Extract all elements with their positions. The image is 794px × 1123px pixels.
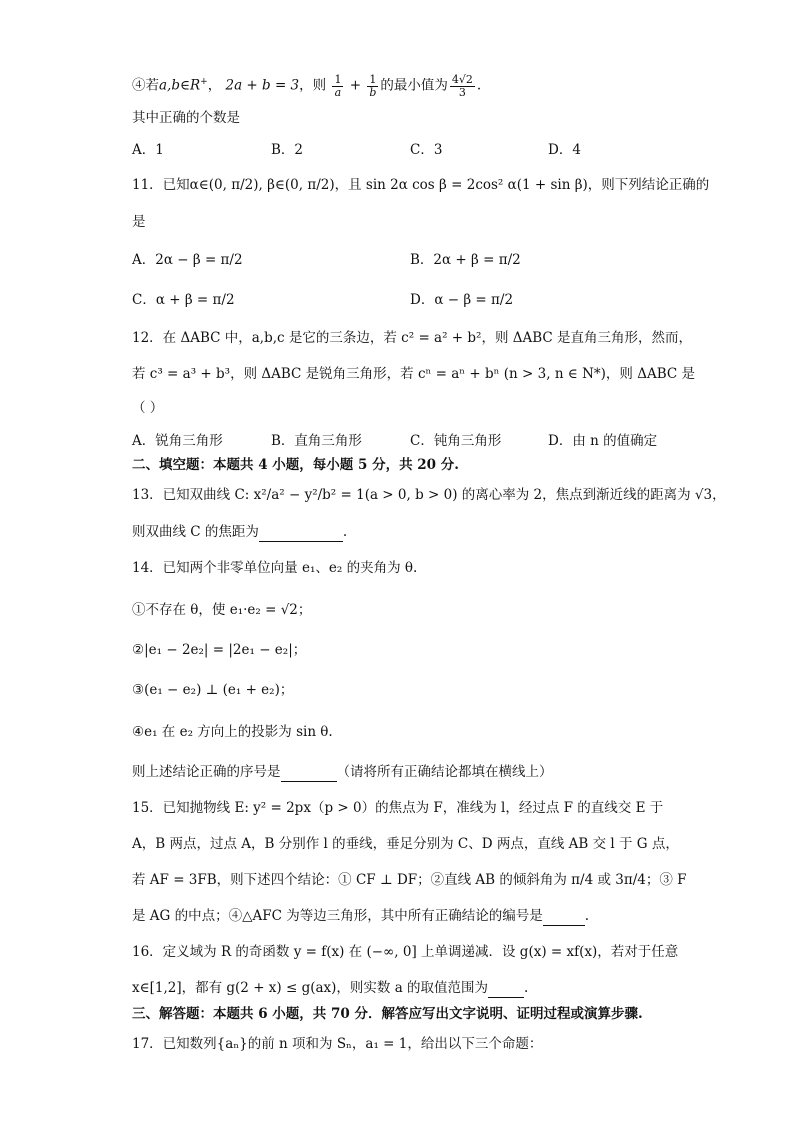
q12-stem-line3: （ ） xyxy=(132,400,164,416)
q14-statement-2: ②|e₁ − 2e₂| = |2e₁ − e₂|； xyxy=(132,642,307,658)
q11-option-a: A．2α − β = π/2 xyxy=(132,252,243,268)
q14-statement-3: ③(e₁ − e₂) ⊥ (e₁ + e₂)； xyxy=(132,682,294,698)
q10-option-d: D．4 xyxy=(548,142,581,158)
q12-option-a: A．锐角三角形 xyxy=(132,433,223,449)
q10-option-a: A．1 xyxy=(132,142,164,158)
q11-stem-line2: 是 xyxy=(132,214,146,230)
q12-option-d: D．由 n 的值确定 xyxy=(548,433,658,449)
q16-stem-line2: x∈[1,2]，都有 g(2 + x) ≤ g(ax)，则实数 a 的取值范围为 . xyxy=(132,980,529,996)
q16-answer-blank xyxy=(488,983,524,998)
q12-stem-line2: 若 c³ = a³ + b³，则 ΔABC 是锐角三角形，若 cⁿ = aⁿ + bⁿ (n > 3, n ∈ N*)，则 ΔABC 是 xyxy=(132,366,695,382)
q11-option-c: C．α + β = π/2 xyxy=(132,292,235,308)
q10-question: 其中正确的个数是 xyxy=(132,110,240,126)
q16-stem-line1: 16．定义域为 R 的奇函数 y = f(x) 在 (−∞, 0] 上单调递减．设 g(x) = xf(x)，若对于任意 xyxy=(132,944,679,960)
q15-stem-line4: 是 AG 的中点；④△AFC 为等边三角形，其中所有正确结论的编号是 . xyxy=(132,908,590,924)
q12-option-c: C．钝角三角形 xyxy=(410,433,502,449)
q10-option-c: C．3 xyxy=(410,142,443,158)
q14-question: 则上述结论正确的序号是 （请将所有正确结论都填在横线上） xyxy=(132,764,553,780)
q12-stem-line1: 12．在 ΔABC 中，a,b,c 是它的三条边，若 c² = a² + b²，则 ΔABC 是直角三角形，然而， xyxy=(132,330,693,346)
q11-stem-line1: 11．已知α∈(0, π/2), β∈(0, π/2)，且 sin 2α cos β = 2cos² α(1 + sin β)，则下列结论正确的 xyxy=(132,177,710,193)
fraction-1-over-b: $\frac{1}{b}$ xyxy=(369,72,377,99)
q14-statement-1: ①不存在 θ，使 e₁·e₂ = √2； xyxy=(132,602,312,618)
q13-stem-line2: 则双曲线 C 的焦距为 . xyxy=(132,524,348,540)
fraction-1-over-a: $\frac{1}{a}$ xyxy=(334,72,342,99)
q14-answer-blank xyxy=(281,767,337,782)
q10-option-b: B．2 xyxy=(271,142,304,158)
q17-stem: 17．已知数列{aₙ}的前 n 项和为 Sₙ，a₁ = 1，给出以下三个命题： xyxy=(132,1036,543,1052)
q13-stem-line1: 13．已知双曲线 C: x²/a² − y²/b² = 1(a > 0, b > 0) 的离心率为 2，焦点到渐近线的距离为 √3， xyxy=(132,487,726,503)
section-heading-solutions: 三、解答题：本题共 6 小题，共 70 分．解答应写出文字说明、证明过程或演算步骤. xyxy=(132,1006,643,1022)
q15-stem-line2: A，B 两点，过点 A，B 分别作 l 的垂线，垂足分别为 C、D 两点，直线 AB 交 l 于 G 点， xyxy=(132,836,679,852)
q14-stem: 14．已知两个非零单位向量 e₁、e₂ 的夹角为 θ. xyxy=(132,560,418,576)
fraction-result: $\frac{4√2}{3}$ xyxy=(451,72,473,99)
section-heading-fill-in: 二、填空题：本题共 4 小题，每小题 5 分，共 20 分. xyxy=(132,457,459,473)
q14-statement-4: ④e₁ 在 e₂ 方向上的投影为 sin θ. xyxy=(132,724,333,740)
q10-item4: ④若a,b∈R+， 2a + b = 3，则 $\frac{1}{a}$ + $\frac{1}{b}$ 的最小值为 $\frac{4√2}{3}$ . xyxy=(132,72,482,99)
q12-option-b: B．直角三角形 xyxy=(271,433,362,449)
q13-answer-blank xyxy=(259,527,343,542)
q15-stem-line3: 若 AF = 3FB，则下述四个结论：① CF ⊥ DF；②直线 AB 的倾斜角为 π/4 或 3π/4；③ F xyxy=(132,872,687,888)
q11-option-b: B．2α + β = π/2 xyxy=(410,252,521,268)
q15-stem-line1: 15．已知抛物线 E: y² = 2px（p > 0）的焦点为 F，准线为 l，经过点 F 的直线交 E 于 xyxy=(132,800,664,816)
q15-answer-blank xyxy=(543,911,585,926)
q11-option-d: D．α − β = π/2 xyxy=(410,292,514,308)
